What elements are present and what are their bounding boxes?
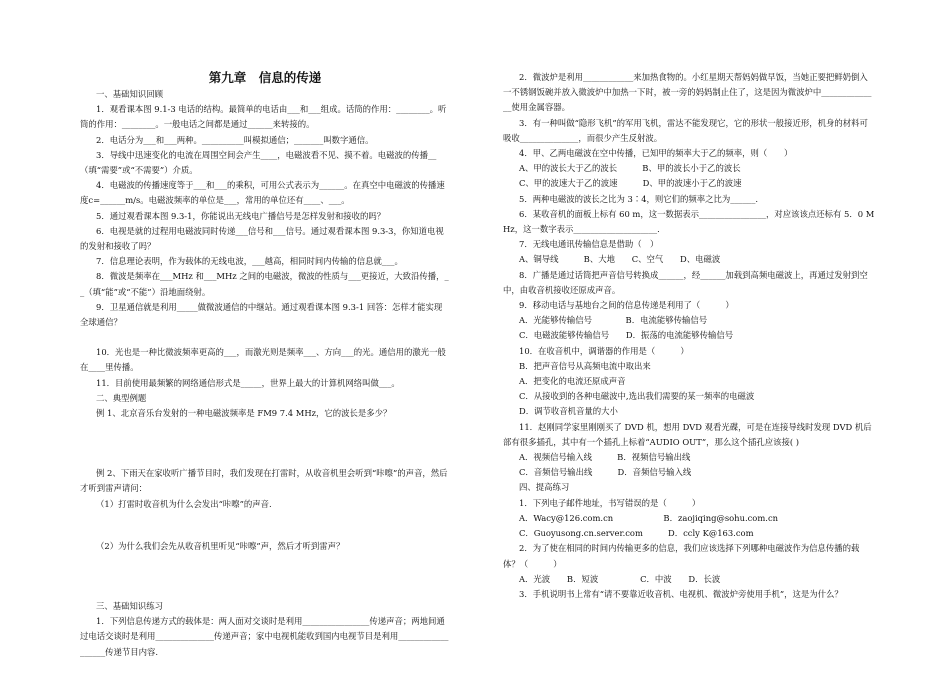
answer-option: A．光能够传输信号 B．电流能够传输信号 [519,315,708,326]
answer-option: A、甲的波长大于乙的波长 B、甲的波长小于乙的波长 [519,163,741,174]
question-text: 3．手机说明书上常有“请不要靠近收音机、电视机、微波炉旁使用手机”，这是为什么？ [519,588,843,599]
answer-space [80,330,450,345]
question-text: 3．有一种叫做“隐形飞机”的军用飞机，雷达不能发现它，它的形状一般接近形，机身的材料可吸收______________，而很少产生反射波。 [503,117,868,143]
question-text: 8．微波是频率在___MHz 和___MHz 之间的电磁波，微波的性质与___更接近，大致沿传播，__（填“能”或“不能”）沿地面绕射。 [80,271,449,297]
question-text: 2．电话分为___和___两种。__________叫模拟通信；_______叫数字通信。 [96,134,374,145]
question-text: 4．电磁波的传播速度等于___和___的乘积，可用公式表示为______。在真空中电磁波的传播速度c=______m/s。电磁波频率的单位是___，常用的单位还有____、___。 [80,180,445,206]
question-text: 7．信息理论表明，作为载体的无线电波，___越高，相同时间内传输的信息就___。 [96,256,403,267]
answer-space [80,554,450,599]
question-text: 10．在收音机中，调谐器的作用是（ ） [519,345,689,356]
question-text: 1．下列电子邮件地址，书写错误的是（ ） [519,497,701,508]
question-text: 5．两种电磁波的波长之比为 3∶4，则它们的频率之比为______. [519,193,759,204]
section-heading: 四、提高练习 [519,482,570,493]
question-text: 7．无线电通讯传输信息是借助（ ） [519,239,659,250]
question-text: 9．移动电话与基地台之间的信息传递是利用了（ ） [519,300,734,311]
question-text: 1．下列信息传递方式的载体是：两人面对交谈时是利用________________传递声音；两地间通过电话交谈时是利用______________传递声音；家中电视机能收到国内电视节目是利用__________________传递节目内容. [80,616,449,657]
answer-option: A．Wacy@126.com.cn B．zaojiqing@sohu.com.cn [519,512,779,523]
answer-option: A、铜导线 B、大地 C、空气 D、电磁波 [519,254,721,265]
section-heading: 二、典型例题 [96,392,147,403]
section-heading: 三、基础知识练习 [96,601,163,612]
answer-option: A．视频信号输入线 B．视频信号输出线 [519,452,691,463]
left-column [80,70,450,660]
question-text: 4．甲、乙两电磁波在空中传播，已知甲的频率大于乙的频率，则（ ） [519,148,793,159]
answer-space [80,512,450,539]
question-text: 11．赵刚同学家里刚刚买了 DVD 机，想用 DVD 观看光碟，可是在连接导线时发现 DVD 机后部有很多插孔，其中有一个插孔上标着“AUDIO OUT”，那么这个插孔应该接( ) [503,421,872,447]
answer-option: C．音频信号输出线 D．音频信号输入线 [519,467,692,478]
page-title: 第九章 信息的传递 [208,70,322,85]
question-text: 2．微波炉是利用____________来加热食物的。小红星期天帮妈妈做早饭，当她正要把鲜奶倒入一不锈钢饭碗并放入微波炉中加热一下时，被一旁的妈妈制止住了，这是因为微波炉中______________使用金属容器。 [503,72,872,113]
answer-option: B．把声音信号从高频电流中取出来 [519,360,651,371]
question-text: 例 2、下雨天在家收听广播节目时，我们发现在打雷时，从收音机里会听到“咔嚓”的声音，然后才听到雷声请问： [80,468,448,494]
question-text: 9．卫星通信就是利用_____做微波通信的中继站。通过观看课本图 9.3-1 回答：怎样才能实现全球通信？ [80,301,443,328]
answer-option: D．调节收音机音量的大小 [519,406,618,417]
question-text: （1）打雷时收音机为什么会发出“咔嚓”的声音. [96,498,272,509]
answer-option: C．Guoyusong.cn.server.com D．ccly K@163.com [519,528,754,539]
question-text: 6．电视是就的过程用电磁波同时传递___信号和___信号。通过观看课本图 9.3-3，你知道电视的发射和接收了吗？ [80,225,444,252]
question-text: 8．广播是通过话筒把声音信号转换成______，经______加载到高频电磁波上，再通过发射到空中，由收音机接收还原成声音。 [503,269,868,295]
question-text: 1．观看课本图 9.1-3 电话的结构。最简单的电话由___和___组成。话筒的作用：________。听筒的作用：________。一般电话之间都是通过______来转接的。 [80,104,447,130]
answer-option: C．电磁波能够传输信号 D．振荡的电流能够传输信号 [519,330,734,341]
question-text: 2．为了使在相同的时间内传输更多的信息，我们应该选择下列哪种电磁波作为信息传播的载体？（ ） [503,543,860,569]
question-text: 10．光也是一种比微波频率更高的___，而激光则是频率___、方向___的光。通信用的激光一般在____里传播。 [80,347,446,373]
answer-option: C．从接收到的各种电磁波中,选出我们需要的某一频率的电磁波 [519,391,755,402]
answer-space [80,421,450,466]
question-text: 3．导线中迅速变化的电流在周围空间会产生____，电磁波看不见、摸不着。电磁波的传播__（填“需要”或“不需要”）介质。 [80,149,437,176]
answer-option: A．光波 B．短波 C．中波 D．长波 [519,573,721,584]
question-text: 例 1、北京音乐台发射的一种电磁波频率是 FM9 7.4 MHz，它的波长是多少？ [96,408,392,419]
section-heading: 一、基础知识回顾 [96,89,163,99]
question-text: 11．目前使用最频繁的网络通信形式是_____，世界上最大的计算机网络叫做___。 [96,377,400,388]
question-text: 6．某收音机的面板上标有 60 m，这一数据表示________________，对应该该点还标有 5．0 MHz，这一数字表示____________________． [503,208,875,235]
question-text: （2）为什么我们会先从收音机里听见“咔嚓”声，然后才听到雷声？ [96,540,345,551]
answer-option: C、甲的波速大于乙的波速 D、甲的波速小于乙的波速 [519,178,742,189]
right-column [503,70,875,602]
question-text: 5．通过观看课本图 9.3-1，你能说出无线电广播信号是怎样发射和接收的吗？ [96,210,386,221]
answer-option: A．把变化的电流还原成声音 [519,376,626,387]
